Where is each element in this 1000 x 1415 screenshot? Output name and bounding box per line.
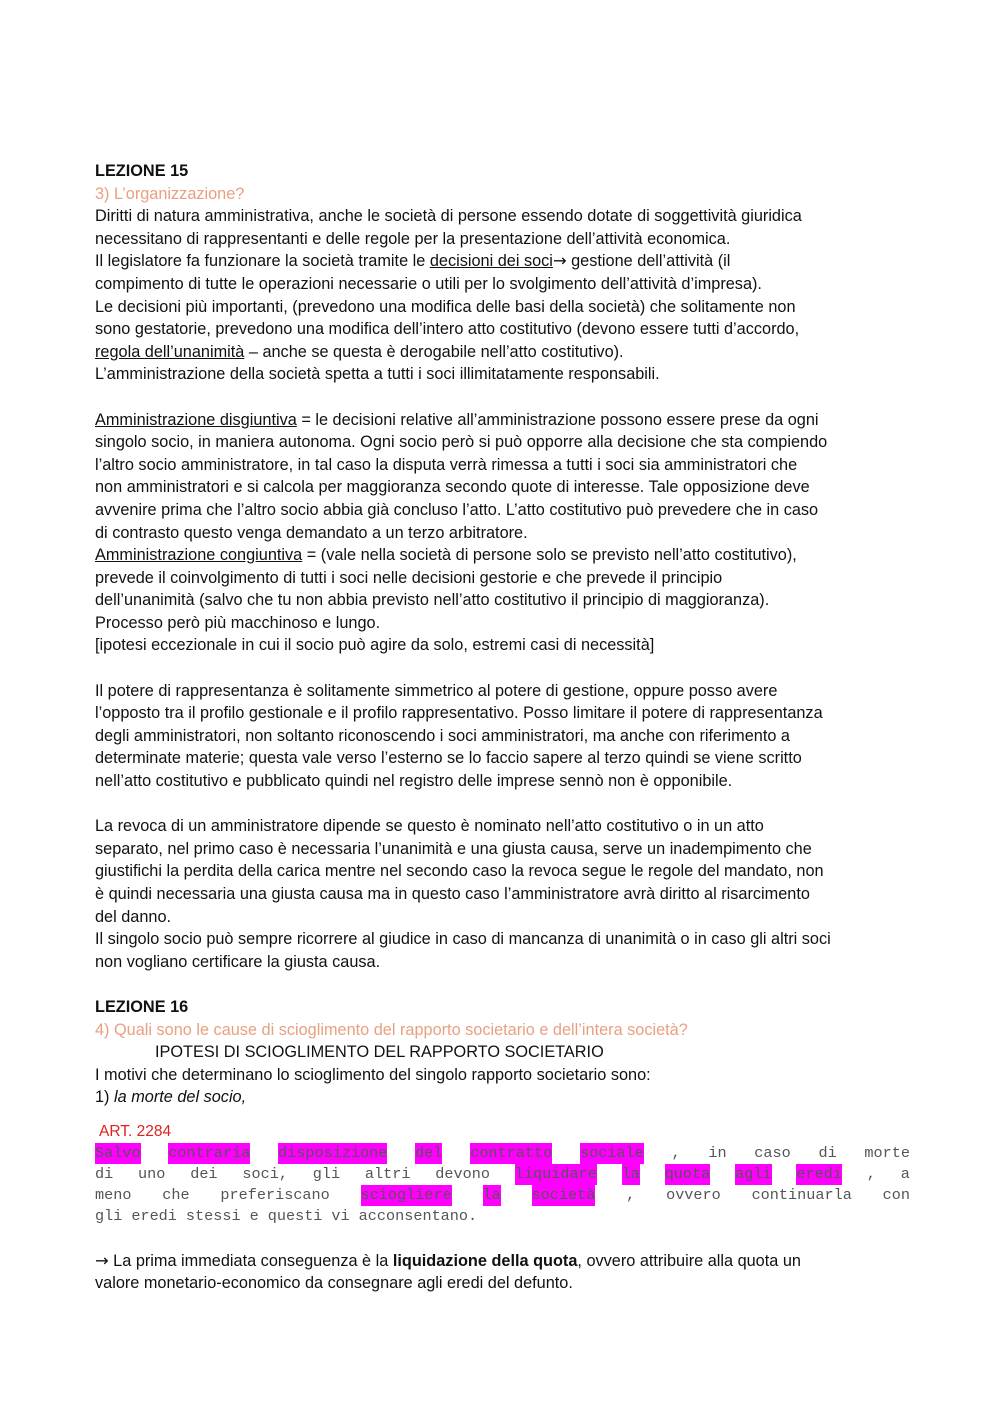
section-subheading: IPOTESI DI SCIOGLIMENTO DEL RAPPORTO SOCIETARIO [155, 1043, 604, 1062]
article-word: , [671, 1143, 681, 1162]
right-arrow-icon: → [95, 1250, 109, 1270]
article-word: altri [364, 1164, 411, 1183]
text-line: Il singolo socio può sempre ricorrere al giudice in caso di mancanza di unanimità o in caso gli altri soci [95, 930, 831, 949]
article-word: morte [864, 1143, 910, 1162]
text-line: determinate materie; questa vale verso l’esterno se lo faccio sapere al terzo quindi se viene scritto [95, 749, 802, 768]
text-line: degli amministratori, non soltanto riconoscendo i soci amministratori, ma anche con riferimento a [95, 726, 790, 745]
spacer [95, 1227, 910, 1250]
article-word: dei [190, 1164, 218, 1183]
text-line: L’amministrazione della società spetta a tutti i soci illimitatamente responsabili. [95, 365, 660, 384]
text-span: Il legislatore fa funzionare la società tramite le [95, 252, 430, 271]
lesson-15-question: 3) L’organizzazione? [95, 184, 245, 203]
article-word: meno [95, 1185, 132, 1204]
cause-number: 1) [95, 1088, 115, 1107]
text-span: gestione dell’attività (il [566, 252, 731, 271]
text-line [95, 409, 910, 432]
article-word: in [708, 1143, 727, 1162]
article-word: e [249, 1206, 259, 1225]
text-span: = le decisioni relative all’amministrazione possono essere prese da ogni [296, 410, 819, 429]
right-arrow-icon: → [552, 251, 567, 271]
text-line: valore monetario-economico da consegnare agli eredi del defunto. [95, 1274, 573, 1293]
article-word: devono [435, 1164, 490, 1183]
article-word: , [866, 1164, 876, 1183]
text-line: del danno. [95, 907, 172, 926]
article-line [95, 1185, 910, 1206]
highlighted-word: liquidare [514, 1164, 597, 1183]
text-span: = (vale nella società di persone solo se previsto nell’atto costitutivo), [302, 546, 797, 565]
text-line [95, 544, 910, 567]
cause-item [95, 1086, 910, 1109]
regola-unanimita-term: regola dell’unanimità [95, 342, 245, 361]
liquidazione-quota-term: liquidazione della quota [392, 1251, 578, 1270]
highlighted-word: quota [664, 1164, 711, 1183]
text-line: non amministratori e si calcola per maggioranza secondo quote di interesse. Tale opposizione deve [95, 478, 810, 497]
text-line: giustifichi la perdita della carica mentre nel secondo caso la revoca segue le regole del mandato, non [95, 862, 824, 881]
text-line: l’opposto tra il profilo gestionale e il profilo rappresentativo. Posso limitare il potere di rappresentanza [95, 704, 823, 723]
article-text [95, 1143, 910, 1227]
lesson-16-title: LEZIONE 16 [95, 997, 189, 1016]
article-line [95, 1164, 910, 1185]
article-word: gli [312, 1164, 341, 1183]
cause-text: la morte del socio, [114, 1088, 247, 1107]
text-line: nell’atto costitutivo e pubblicato quindi nel registro delle imprese sennò non è opponibile. [95, 772, 733, 791]
text-line: avvenire prima che l’altro socio abbia già concluso l’atto. L’atto costitutivo può prevedere che in caso [95, 500, 819, 519]
article-word: , [626, 1185, 636, 1204]
text-line: [ipotesi eccezionale in cui il socio può agire da solo, estremi casi di necessità] [95, 636, 655, 655]
highlighted-word: agli [735, 1164, 772, 1183]
document-page [95, 160, 910, 1295]
organization-paragraph [95, 205, 910, 386]
highlighted-word: contraria [168, 1143, 251, 1162]
text-line: sono gestatorie, prevedono una modifica dell’intero atto costitutivo (devono essere tutti d’accordo, [95, 320, 800, 339]
text-line [95, 1250, 910, 1273]
spacer [95, 793, 910, 816]
article-word: questi [267, 1206, 323, 1225]
text-span: , ovvero attribuire alla quota un [577, 1251, 801, 1270]
article-word: uno [138, 1164, 166, 1183]
article-word: di [818, 1143, 837, 1162]
article-word: vi [331, 1206, 350, 1225]
text-line: necessitano di rappresentanti e delle regole per la presentazione dell’attività economica. [95, 229, 731, 248]
amministrazione-disgiuntiva-term: Amministrazione disgiuntiva [95, 410, 297, 429]
text-line: I motivi che determinano lo scioglimento del singolo rapporto societario sono: [95, 1065, 651, 1084]
highlighted-word: sciogliere [360, 1185, 452, 1204]
text-line: Processo però più macchinoso e lungo. [95, 613, 381, 632]
lesson-15-title: LEZIONE 15 [95, 162, 189, 180]
text-line: Le decisioni più importanti, (prevedono una modifica delle basi della società) che solitamente non [95, 297, 796, 316]
highlighted-word: del [415, 1143, 443, 1162]
article-word: acconsentano. [358, 1206, 478, 1225]
text-line [95, 250, 910, 273]
highlighted-word: sociale [579, 1143, 644, 1162]
text-line: dell’unanimità (salvo che tu non abbia previsto nell’atto costitutivo il principio di maggioranza). [95, 591, 770, 610]
text-line: separato, nel primo caso è necessaria l’unanimità e una giusta causa, serve un inadempimento che [95, 839, 812, 858]
article-word: caso [754, 1143, 791, 1162]
revocation-paragraph [95, 815, 910, 973]
decisioni-dei-soci-term: decisioni dei soci [429, 252, 553, 271]
amministrazione-congiuntiva-term: Amministrazione congiuntiva [95, 546, 303, 565]
text-line: prevede il coinvolgimento di tutti i soci nelle decisioni gestorie e che prevede il principio [95, 568, 723, 587]
lesson-16-question: 4) Quali sono le cause di scioglimento del rapporto societario e dell’intera società? [95, 1020, 688, 1039]
text-line: è quindi necessaria una giusta causa ma in questo caso l’amministratore avrà diritto al risarcimento [95, 885, 810, 903]
text-line: l’altro socio amministratore, in tal caso la disputa verrà rimessa a tutti i soci sia amministratori che [95, 455, 798, 474]
spacer [95, 386, 910, 409]
conclusion-paragraph [95, 1250, 910, 1295]
administration-paragraph [95, 409, 910, 658]
text-line: singolo socio, in maniera autonoma. Ogni socio però si può opporre alla decisione che sta compiendo [95, 433, 828, 452]
text-line [95, 341, 910, 364]
highlighted-word: Salvo [95, 1143, 141, 1162]
article-word: soci, [242, 1164, 288, 1183]
article-word: ovvero [666, 1185, 721, 1204]
article-line [95, 1206, 910, 1227]
highlighted-word: contratto [470, 1143, 553, 1162]
spacer [95, 973, 910, 996]
text-line: Il potere di rappresentanza è solitamente simmetrico al potere di gestione, oppure posso avere [95, 681, 778, 700]
text-line: Diritti di natura amministrativa, anche le società di persone essendo dotate di soggettività giuridica [95, 207, 802, 226]
spacer [95, 657, 910, 680]
text-span: La prima immediata conseguenza è la [108, 1251, 393, 1270]
article-word: eredi [131, 1206, 177, 1225]
text-line: non vogliano certificare la giusta causa. [95, 952, 381, 971]
article-word: a [900, 1164, 910, 1183]
highlighted-word: società [531, 1185, 596, 1204]
text-line: di contrasto questo venga demandato a un terzo arbitratore. [95, 523, 528, 542]
article-line [95, 1143, 910, 1164]
highlighted-word: eredi [796, 1164, 842, 1183]
highlighted-word: la [482, 1185, 501, 1204]
article-word: preferiscano [220, 1185, 330, 1204]
highlighted-word: disposizione [278, 1143, 388, 1162]
representation-paragraph [95, 680, 910, 793]
text-span: – anche se questa è derogabile nell’atto costitutivo). [244, 342, 624, 361]
article-word: gli [95, 1206, 123, 1225]
text-line: La revoca di un amministratore dipende se questo è nominato nell’atto costitutivo o in un atto [95, 817, 764, 836]
text-line: compimento di tutte le operazioni necessarie o utili per lo svolgimento dell’attività d’impresa). [95, 274, 762, 293]
article-label: ART. 2284 [99, 1122, 172, 1140]
article-word: stessi [185, 1206, 241, 1225]
article-word: di [95, 1164, 114, 1183]
article-word: continuarla [751, 1185, 852, 1204]
article-word: con [882, 1185, 910, 1204]
highlighted-word: la [621, 1164, 640, 1183]
article-word: che [162, 1185, 190, 1204]
